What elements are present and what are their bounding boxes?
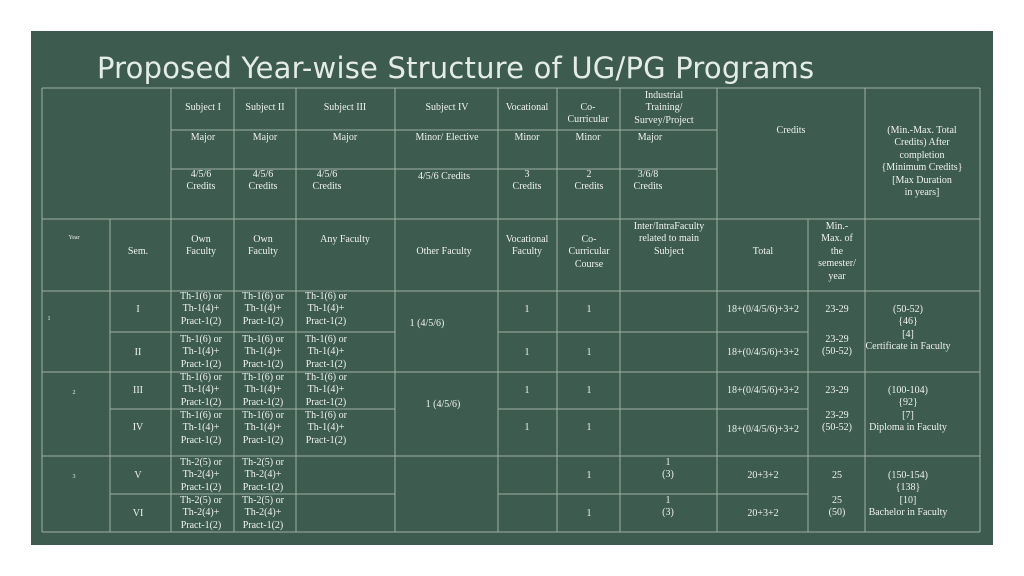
total-cell: 18+(0/4/5/6)+3+2	[727, 424, 799, 435]
header-credits-2: 4/5/6 Credits	[248, 169, 278, 193]
range-cell: 23-29 (50-52)	[822, 410, 852, 434]
subject-3-cell: Th-1(6) or Th-1(4)+ Pract-1(2)	[305, 291, 347, 327]
cocurricular-cell: 1	[586, 304, 592, 315]
header-credits-cocurricular: 2 Credits	[574, 169, 604, 193]
industrial-cell: 1 (3)	[662, 457, 674, 481]
subject-2-cell: Th-1(6) or Th-1(4)+ Pract-1(2)	[242, 291, 284, 327]
sem-label: V	[134, 470, 142, 481]
subject-2-cell: Th-1(6) or Th-1(4)+ Pract-1(2)	[242, 410, 284, 446]
header-credits-4: 4/5/6 Credits	[418, 171, 470, 182]
range-cell: 23-29 (50-52)	[822, 334, 852, 358]
cocurricular-cell: 1	[586, 347, 592, 358]
vocational-cell: 1	[524, 347, 530, 358]
header-minmax-semester: Min.- Max. of the semester/ year	[818, 221, 856, 282]
header-subject-1: Subject I	[185, 102, 221, 113]
header-credits-vocational: 3 Credits	[512, 169, 542, 193]
header-faculty-3: Any Faculty	[320, 234, 370, 245]
total-cell: 18+(0/4/5/6)+3+2	[727, 385, 799, 396]
total-cell: 20+3+2	[747, 508, 779, 519]
header-vocational: Vocational	[505, 102, 549, 113]
header-type-1: Major	[190, 132, 216, 143]
header-subject-3: Subject III	[323, 102, 367, 113]
header-faculty-2: Own Faculty	[248, 234, 278, 258]
header-type-4: Minor/ Elective	[415, 132, 479, 143]
subject-3-cell: Th-1(6) or Th-1(4)+ Pract-1(2)	[305, 410, 347, 446]
vocational-cell: 1	[524, 385, 530, 396]
total-cell: 18+(0/4/5/6)+3+2	[727, 347, 799, 358]
header-subject-4: Subject IV	[425, 102, 469, 113]
subject-2-cell: Th-1(6) or Th-1(4)+ Pract-1(2)	[242, 372, 284, 408]
subject-3-cell: Th-1(6) or Th-1(4)+ Pract-1(2)	[305, 334, 347, 370]
cocurricular-cell: 1	[586, 470, 592, 481]
industrial-cell: 1 (3)	[662, 495, 674, 519]
subject-2-cell: Th-1(6) or Th-1(4)+ Pract-1(2)	[242, 334, 284, 370]
header-faculty-4: Other Faculty	[416, 246, 472, 257]
year-label: 2	[72, 390, 76, 396]
exit-summary: (50-52) {46} [4] Certificate in Faculty	[865, 304, 951, 353]
sem-label: IV	[132, 422, 144, 433]
slide	[31, 31, 993, 545]
header-credits-1: 4/5/6 Credits	[186, 169, 216, 193]
header-faculty-1: Own Faculty	[186, 234, 216, 258]
header-credits-industrial: 3/6/8 Credits	[633, 169, 663, 193]
header-credits-3: 4/5/6 Credits	[312, 169, 342, 193]
header-subject-2: Subject II	[245, 102, 285, 113]
subject-1-cell: Th-2(5) or Th-2(4)+ Pract-1(2)	[180, 495, 222, 531]
total-cell: 18+(0/4/5/6)+3+2	[727, 304, 799, 315]
subject-1-cell: Th-1(6) or Th-1(4)+ Pract-1(2)	[180, 334, 222, 370]
header-year: Year	[68, 235, 80, 241]
range-cell: 25 (50)	[828, 495, 846, 519]
header-type-3: Major	[332, 132, 358, 143]
exit-summary: (150-154) {138} [10] Bachelor in Faculty	[868, 470, 948, 519]
header-sem: Sem.	[127, 246, 149, 257]
year-label: 3	[72, 474, 76, 480]
header-type-industrial: Major	[637, 132, 663, 143]
sem-label: I	[136, 304, 140, 315]
sem-label: II	[134, 347, 142, 358]
range-cell: 23-29	[825, 304, 849, 315]
header-cocurricular: Co- Curricular	[567, 102, 609, 126]
range-cell: 25	[832, 470, 842, 481]
cocurricular-cell: 1	[586, 422, 592, 433]
total-cell: 20+3+2	[747, 470, 779, 481]
year-label: 1	[47, 316, 51, 322]
slide-title: Proposed Year-wise Structure of UG/PG Programs	[97, 51, 815, 85]
header-minmax-total: (Min.-Max. Total Credits) After completion {Minimum Credits} [Max Duration in years]	[881, 125, 963, 199]
cocurricular-cell: 1	[586, 385, 592, 396]
vocational-cell: 1	[524, 422, 530, 433]
range-cell: 23-29	[825, 385, 849, 396]
header-faculty-cocurricular: Co- Curricular Course	[568, 234, 610, 270]
header-total: Total	[752, 246, 774, 257]
subject-1-cell: Th-1(6) or Th-1(4)+ Pract-1(2)	[180, 291, 222, 327]
subject-1-cell: Th-1(6) or Th-1(4)+ Pract-1(2)	[180, 372, 222, 408]
header-faculty-industrial: Inter/IntraFaculty related to main Subject	[633, 221, 705, 257]
subject-1-cell: Th-1(6) or Th-1(4)+ Pract-1(2)	[180, 410, 222, 446]
vocational-cell: 1	[524, 304, 530, 315]
exit-summary: (100-104) {92} [7] Diploma in Faculty	[869, 385, 947, 434]
header-industrial: Industrial Training/ Survey/Project	[634, 90, 694, 126]
header-type-cocurricular: Minor	[575, 132, 601, 143]
header-type-2: Major	[252, 132, 278, 143]
subject-4-cell: 1 (4/5/6)	[409, 318, 445, 329]
cocurricular-cell: 1	[586, 508, 592, 519]
header-faculty-vocational: Vocational Faculty	[505, 234, 549, 258]
header-credits: Credits	[776, 125, 806, 136]
header-type-vocational: Minor	[514, 132, 540, 143]
sem-label: III	[133, 385, 143, 396]
subject-3-cell: Th-1(6) or Th-1(4)+ Pract-1(2)	[305, 372, 347, 408]
subject-2-cell: Th-2(5) or Th-2(4)+ Pract-1(2)	[242, 495, 284, 531]
subject-1-cell: Th-2(5) or Th-2(4)+ Pract-1(2)	[180, 457, 222, 493]
subject-4-cell: 1 (4/5/6)	[425, 399, 461, 410]
subject-2-cell: Th-2(5) or Th-2(4)+ Pract-1(2)	[242, 457, 284, 493]
sem-label: VI	[132, 508, 144, 519]
